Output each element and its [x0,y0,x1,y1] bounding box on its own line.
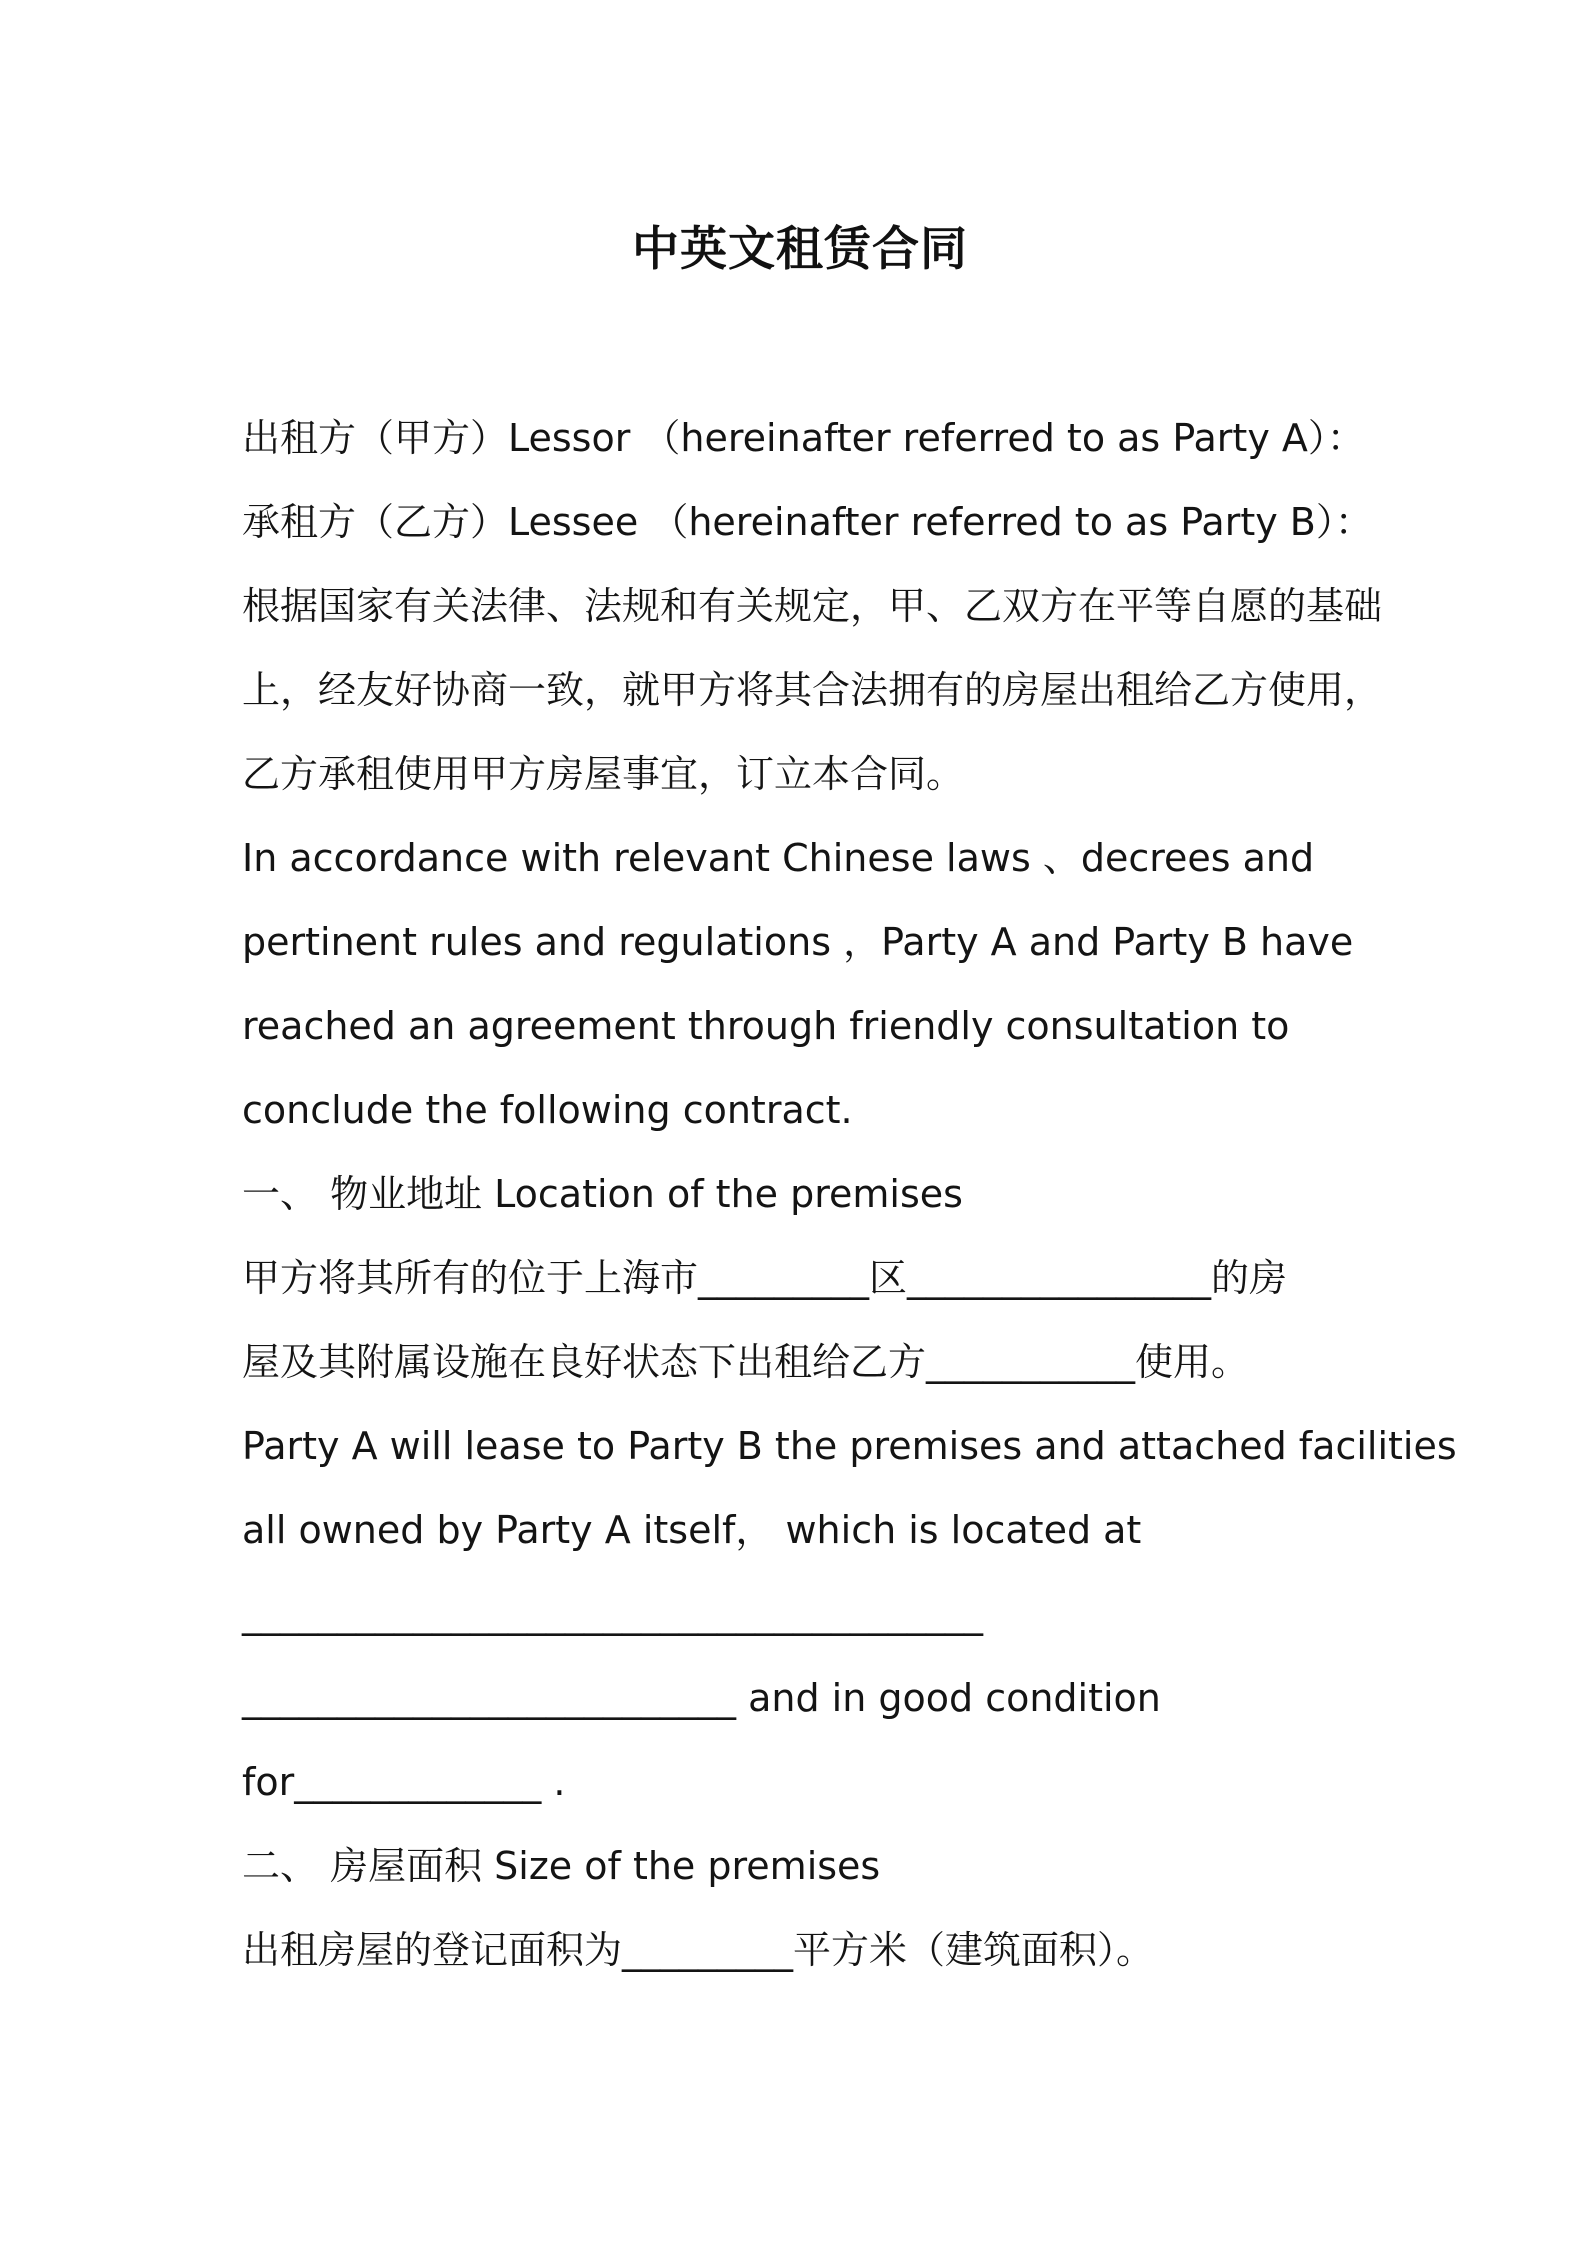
section-1-en-line-2: all owned by Party A itself， which is located at [242,1508,1142,1552]
preamble-en-line-3: reached an agreement through friendly consultation to [242,1004,1290,1048]
preamble-en-line-1: In accordance with relevant Chinese laws 、decrees and [242,836,1315,880]
section-1-heading: 一、 物业地址 Location of the premises [242,1172,963,1216]
section-1-blank-line-1: _______________________________________ [242,1592,983,1636]
preamble-cn-line-3: 乙方承租使用甲方房屋事宜，订立本合同。 [242,752,965,796]
preamble-cn-line-1: 根据国家有关法律、法规和有关规定，甲、乙双方在平等自愿的基础 [242,584,1383,628]
section-1-blank-line-2: __________________________ and in good condition [242,1676,1161,1720]
section-1-cn-line-1: 甲方将其所有的位于上海市_________区________________的房 [242,1256,1288,1300]
preamble-en-line-4: conclude the following contract. [242,1088,853,1132]
section-2-heading: 二、 房屋面积 Size of the premises [242,1844,881,1888]
document-body [242,396,1457,1992]
document-title: 中英文租赁合同 [632,222,968,277]
preamble-cn-line-2: 上，经友好协商一致，就甲方将其合法拥有的房屋出租给乙方使用， [242,668,1383,712]
section-1-en-line-1: Party A will lease to Party B the premises and attached facilities [242,1424,1457,1468]
lessee-line: 承租方（乙方）Lessee （hereinafter referred to as Party B）： [242,500,1373,544]
lessor-line: 出租方（甲方）Lessor （hereinafter referred to as Party A）： [242,416,1365,460]
preamble-en-line-2: pertinent rules and regulations ，Party A and Party B have [242,920,1354,964]
section-1-cn-line-2: 屋及其附属设施在良好状态下出租给乙方___________使用。 [242,1340,1250,1384]
section-2-cn-line-1: 出租房屋的登记面积为_________平方米（建筑面积）。 [242,1928,1155,1972]
section-1-blank-line-3: for_____________ . [242,1760,566,1804]
